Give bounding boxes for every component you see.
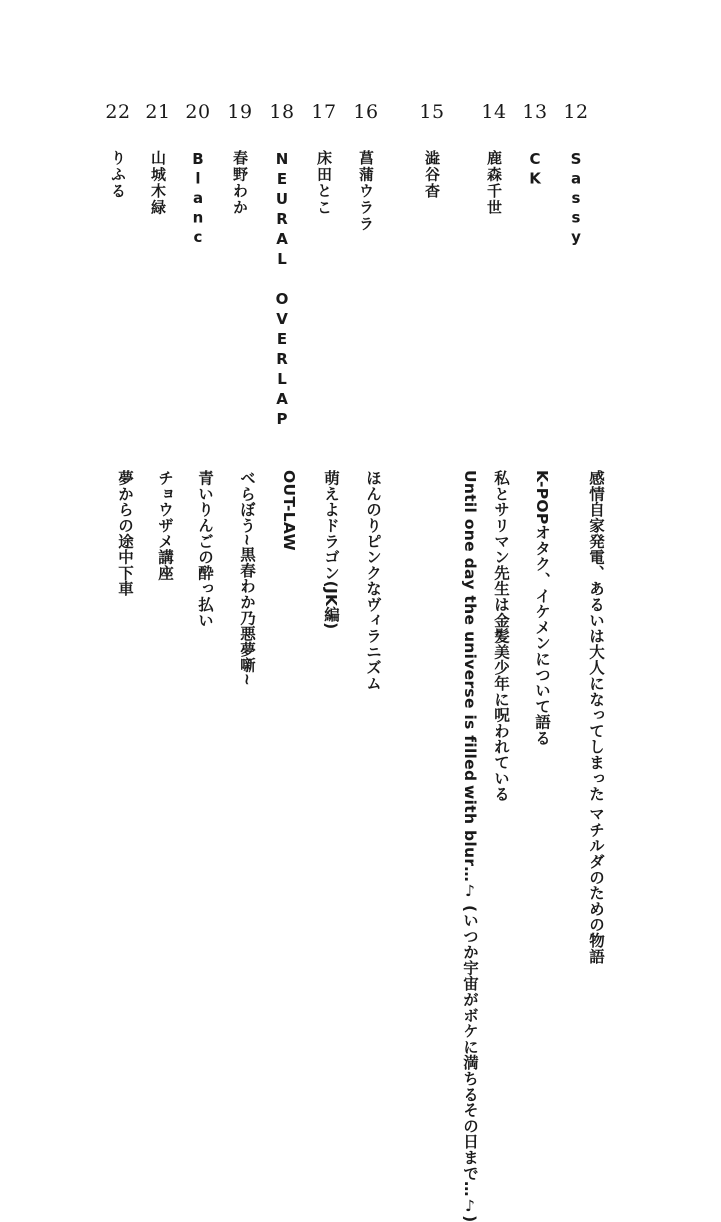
toc-entry (262, 0, 302, 1024)
toc-entry (474, 0, 514, 1024)
entry-number: 20 (185, 101, 211, 123)
entry-author: 春野わか (231, 150, 249, 216)
entry-author: 鹿森千世 (485, 150, 503, 216)
entry-title-line: K-POPオタク、イケメンについて語る (533, 470, 551, 746)
toc-entry (346, 0, 386, 1024)
entry-title-line: (いつか宇宙がボケに満ちるその日まで…♪) (461, 904, 479, 1222)
entry-author: Blanc (189, 150, 207, 248)
entry-title (586, 470, 606, 964)
entry-title-line: マチルダのための物語 (587, 805, 605, 964)
toc-entry (304, 0, 344, 1024)
entry-author: NEURAL OVERLAP (273, 150, 291, 430)
entry-title-line: with blur…♪ (461, 785, 479, 901)
entry-author: 澁谷杳 (423, 150, 441, 200)
entry-title (532, 470, 552, 746)
entry-number: 14 (481, 101, 507, 123)
entry-title-line: ほんのりピンクなヴィラニズム (364, 470, 382, 692)
entry-number: 21 (145, 101, 171, 123)
entry-number: 15 (419, 101, 445, 123)
toc-entry (220, 0, 260, 1024)
entry-title-line: 青いりんごの酔っ払い (196, 470, 214, 628)
entry-number: 18 (269, 101, 295, 123)
entry-author: 山城木緑 (149, 150, 167, 216)
entry-title-line: 私とサリマン先生は金髪美少年に呪われている (492, 470, 510, 802)
entry-title-line: 感情自家発電、あるいは大人になってしまった (587, 470, 605, 802)
entry-title-line: 萌えよドラゴン(JK編) (322, 470, 340, 630)
entry-number: 12 (563, 101, 589, 123)
entry-number: 22 (105, 101, 131, 123)
entry-author: 菖蒲ウララ (357, 150, 375, 233)
entry-title (460, 470, 480, 1222)
entry-number: 16 (353, 101, 379, 123)
entry-author: CK (526, 150, 544, 189)
entry-title-line: Until one day the universe is filled (461, 470, 479, 782)
entry-title (491, 470, 511, 802)
toc-entry (138, 0, 178, 1024)
entry-title (237, 470, 257, 686)
entry-author: Sassy (567, 150, 585, 248)
entry-title (115, 470, 135, 596)
entry-number: 19 (227, 101, 253, 123)
entry-title-line: べらぼう~黒春わか乃悪夢噺~ (238, 470, 256, 687)
toc-entry (515, 0, 555, 1024)
entry-number: 17 (311, 101, 337, 123)
entry-title (155, 470, 175, 581)
entry-title (363, 470, 383, 691)
entry-number: 13 (522, 101, 548, 123)
entry-title (279, 470, 299, 551)
toc-entry (556, 0, 605, 1024)
toc-entry (178, 0, 218, 1024)
toc-entry (412, 0, 479, 1222)
entry-title (321, 470, 341, 630)
entry-title-line: 夢からの途中下車 (116, 470, 134, 597)
entry-title (195, 470, 215, 628)
entry-title-line: チョウザメ講座 (156, 470, 174, 581)
entry-author: 床田とこ (315, 150, 333, 216)
toc-entry (98, 0, 138, 1024)
entry-author: りふる (109, 150, 127, 200)
entry-title-line: OUT-LAW (280, 470, 298, 551)
